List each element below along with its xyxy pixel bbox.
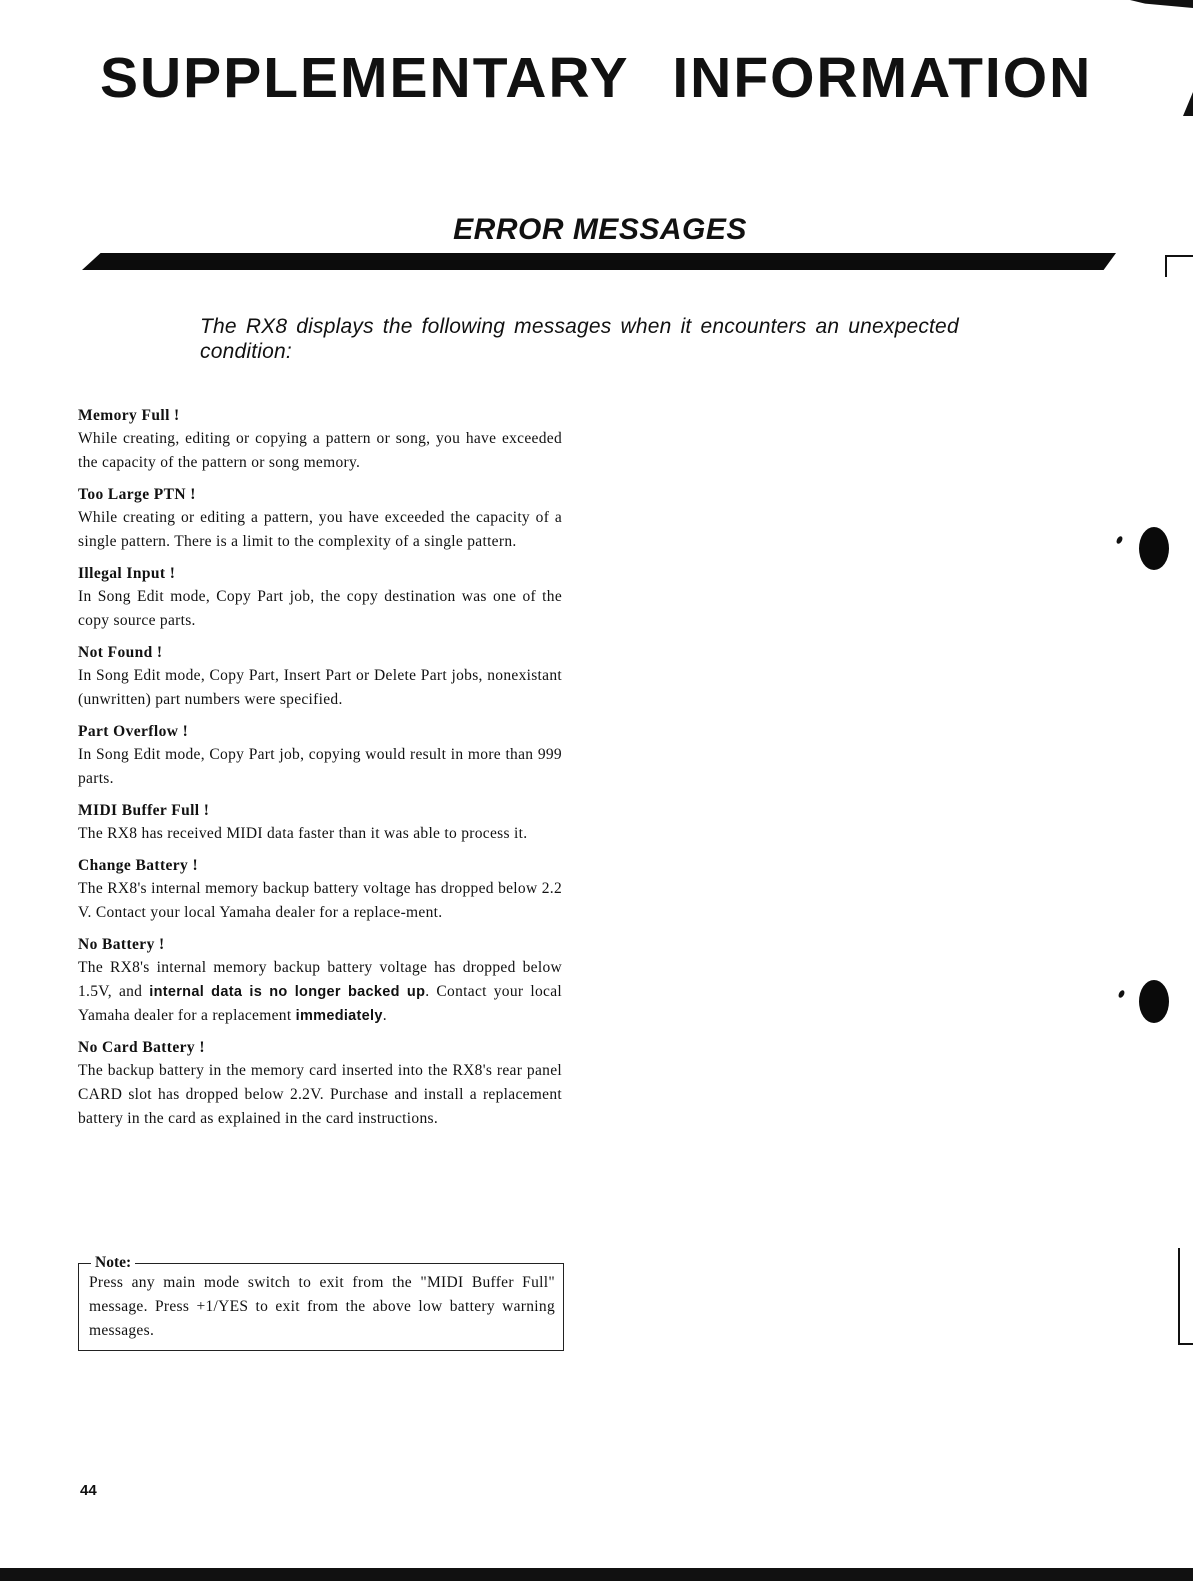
emphasis-text: immediately — [295, 1008, 383, 1024]
section-rule — [82, 253, 1116, 270]
edge-bracket-top — [1165, 255, 1193, 277]
error-title: No Battery ! — [78, 936, 165, 953]
error-entry-memory-full — [78, 405, 562, 475]
edge-mark — [1183, 92, 1193, 116]
error-title: Not Found ! — [78, 644, 163, 661]
error-description: While creating, editing or copying a pattern or song, you have exceeded the capacity of the pattern or song memory. — [78, 430, 562, 471]
error-description-part: . Contact your local Yamaha dealer for a replacement — [78, 983, 562, 1024]
error-description: In Song Edit mode, Copy Part, Insert Part or Delete Part jobs, nonexistant (unwritten) part numbers were specified. — [78, 667, 562, 708]
error-entry-no-battery — [78, 934, 562, 1028]
error-title: MIDI Buffer Full ! — [78, 802, 210, 819]
error-entry-illegal-input — [78, 563, 562, 633]
note-text: Press any main mode switch to exit from the "MIDI Buffer Full" message. Press +1/YES to exit from the above low battery warning messages. — [89, 1274, 555, 1339]
error-description: The RX8's internal memory backup battery voltage has dropped below 2.2 V. Contact your local Yamaha dealer for a replace-ment. — [78, 880, 562, 921]
error-entry-not-found — [78, 642, 562, 712]
scan-speck — [1115, 535, 1123, 544]
note-box — [78, 1254, 564, 1351]
intro-text: The RX8 displays the following messages when it encounters an unexpected condition: — [200, 315, 959, 363]
error-entry-part-overflow — [78, 721, 562, 791]
page-number: 44 — [80, 1482, 97, 1499]
error-description: The RX8 has received MIDI data faster than it was able to process it. — [78, 825, 528, 842]
error-description-part: . — [382, 1007, 387, 1024]
error-entry-no-card-battery — [78, 1037, 562, 1131]
error-entry-change-battery — [78, 855, 562, 925]
error-description: In Song Edit mode, Copy Part job, the copy destination was one of the copy source parts. — [78, 588, 562, 629]
error-description: While creating or editing a pattern, you have exceeded the capacity of a single pattern. There is a limit to the complexity of a single pattern. — [78, 509, 562, 550]
edge-bracket-bottom — [1178, 1248, 1193, 1345]
punch-hole — [1139, 527, 1169, 570]
error-title: Part Overflow ! — [78, 723, 189, 740]
error-title: Illegal Input ! — [78, 565, 176, 582]
error-description: In Song Edit mode, Copy Part job, copying would result in more than 999 parts. — [78, 746, 562, 787]
emphasis-text: internal data is no longer backed up — [149, 984, 426, 1000]
error-description: The backup battery in the memory card inserted into the RX8's rear panel CARD slot has dropped below 2.2V. Purchase and install a replacement battery in the card as explained in the card instructions. — [78, 1062, 562, 1127]
scan-speck — [1117, 989, 1125, 998]
punch-hole — [1139, 980, 1169, 1023]
error-description-part: The RX8's internal memory backup battery voltage has dropped below 1.5V, and — [78, 959, 562, 1000]
error-entry-midi-buffer-full — [78, 800, 562, 846]
page-title: SUPPLEMENTARY INFORMATION — [100, 46, 1093, 110]
error-message-list — [78, 405, 562, 1140]
note-label: Note: — [91, 1253, 135, 1273]
corner-mark — [1130, 0, 1193, 8]
error-title: Too Large PTN ! — [78, 486, 196, 503]
error-title: No Card Battery ! — [78, 1039, 205, 1056]
error-title: Memory Full ! — [78, 407, 180, 424]
error-title: Change Battery ! — [78, 857, 199, 874]
bottom-rule — [0, 1568, 1193, 1581]
error-description — [78, 956, 562, 1028]
section-title: ERROR MESSAGES — [453, 213, 747, 246]
error-entry-too-large-ptn — [78, 484, 562, 554]
